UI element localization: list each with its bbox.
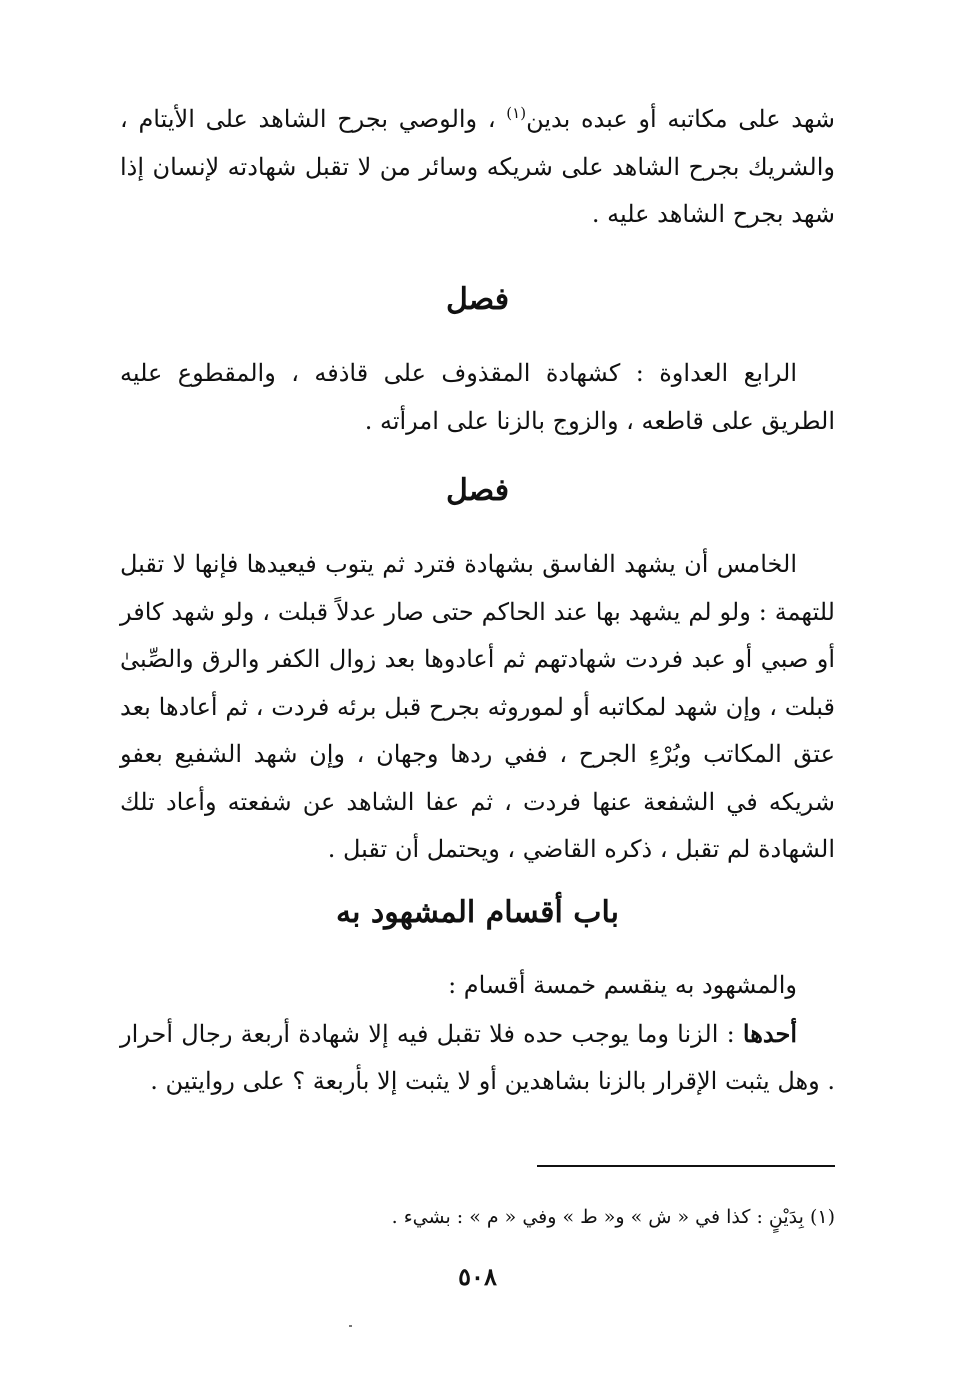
footnote: (١) بِدَيْنٍ : كذا في « ش » و« ط » وفي « م » : بشيء . <box>391 1206 835 1228</box>
paragraph-first-division <box>120 1010 835 1106</box>
paragraph-opening <box>120 96 835 239</box>
paragraph-fifth-sinner: الخامس أن يشهد الفاسق بشهادة فترد ثم يتوب فيعيدها فإنها لا تقبل للتهمة : ولو لم يشهد بها عند الحاكم حتى صار عدلاً قبلت ، ولو شهد كافر أو صبي أو عبد فردت شهادتهم ثم أعادوها بعد زوال الكفر والرق والصِّبىٰ قبلت ، وإن شهد لمكاتبه أو لموروثه بجرح قبل برئه فردت ، ثم أعادها بعد عتق المكاتب وبُرْءِ الجرح ، ففي ردها وجهان ، وإن شهد الشفيع بعفو شريكه في الشفعة عنها فردت ، ثم عفا الشاهد عن شفعته وأعاد تلك الشهادة لم تقبل ، ذكره القاضي ، ويحتمل أن تقبل . <box>120 550 835 863</box>
footnote-separator <box>537 1165 835 1167</box>
section-heading-2: فصل <box>445 473 510 508</box>
paragraph-opening-continuation: ، والوصي بجرح الشاهد على الأيتام ، والشريك بجرح الشاهد على شريكه وسائر من لا تقبل شهادته لإنسان إذا شهد بجرح الشاهد عليه . <box>120 105 835 228</box>
first-division-text: : الزنا وما يوجب حده فلا تقبل فيه إلا شهادة أربعة رجال أحرار . وهل يثبت الإقرار بالزنا بشاهدين أو لا يثبت إلا بأربعة ؟ على روايتين . <box>120 1019 835 1095</box>
scan-speck <box>349 1325 352 1327</box>
paragraph-divisions-intro: والمشهود به ينقسم خمسة أقسام : <box>448 971 797 999</box>
paragraph-opening-text: شهد على مكاتبه أو عبده بدين <box>526 105 835 133</box>
footnote-reference-marker[interactable]: (١) <box>506 104 527 122</box>
chapter-heading: باب أقسام المشهود به <box>336 895 619 930</box>
section-heading-1: فصل <box>445 282 510 317</box>
paragraph-divisions <box>120 962 835 1106</box>
first-division-label: أحدها <box>742 1018 797 1048</box>
page-number: ٥٠٨ <box>458 1262 497 1291</box>
paragraph-fourth-enmity: الرابع العداوة : كشهادة المقذوف على قاذفه ، والمقطوع عليه الطريق على قاطعه ، والزوج بالزنا على امرأته . <box>120 359 835 435</box>
